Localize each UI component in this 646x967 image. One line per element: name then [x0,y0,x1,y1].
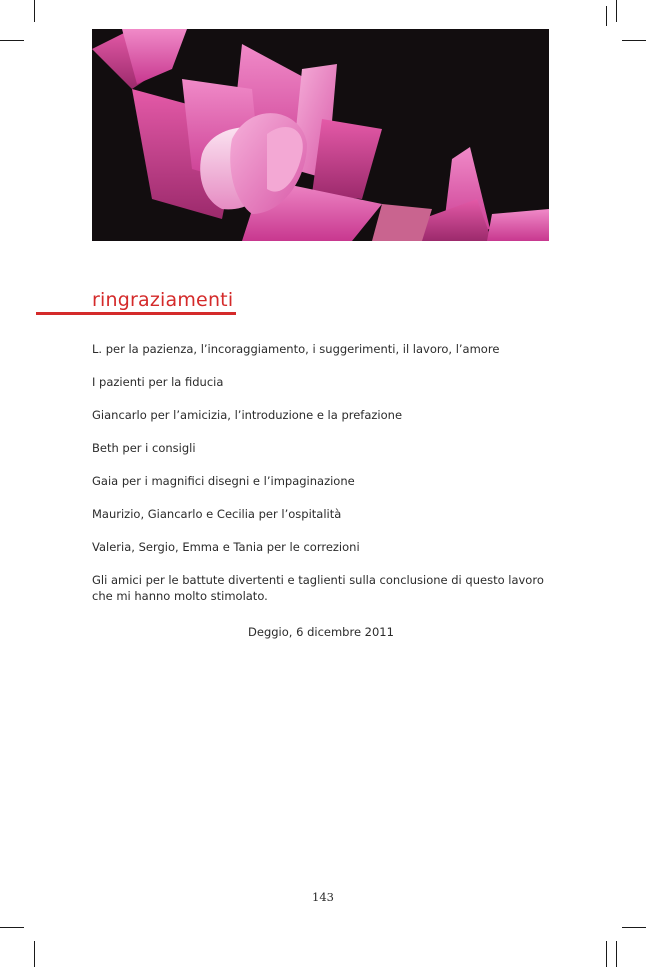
acknowledgement-item: L. per la pazienza, l’incoraggiamento, i suggerimenti, il lavoro, l’amore [92,342,500,356]
dateline: Deggio, 6 dicembre 2011 [248,625,394,639]
lotus-flower-photo [92,29,549,241]
acknowledgement-item: Giancarlo per l’amicizia, l’introduzione e la prefazione [92,408,403,422]
acknowledgement-item: I pazienti per la fiducia [92,375,224,389]
acknowledgement-item: Gaia per i magnifici disegni e l’impaginazione [92,474,355,488]
acknowledgement-item: Maurizio, Giancarlo e Cecilia per l’ospitalità [92,507,342,521]
section-title: ringraziamenti [92,289,234,311]
acknowledgements-list [92,341,562,621]
acknowledgement-item: Gli amici per le battute divertenti e taglienti sulla conclusione di questo lavoro che mi hanno molto stimolato. [92,573,544,603]
page-number: 143 [312,890,334,904]
acknowledgement-item: Valeria, Sergio, Emma e Tania per le correzioni [92,540,360,554]
acknowledgement-item: Beth per i consigli [92,441,196,455]
title-underline [36,312,236,315]
